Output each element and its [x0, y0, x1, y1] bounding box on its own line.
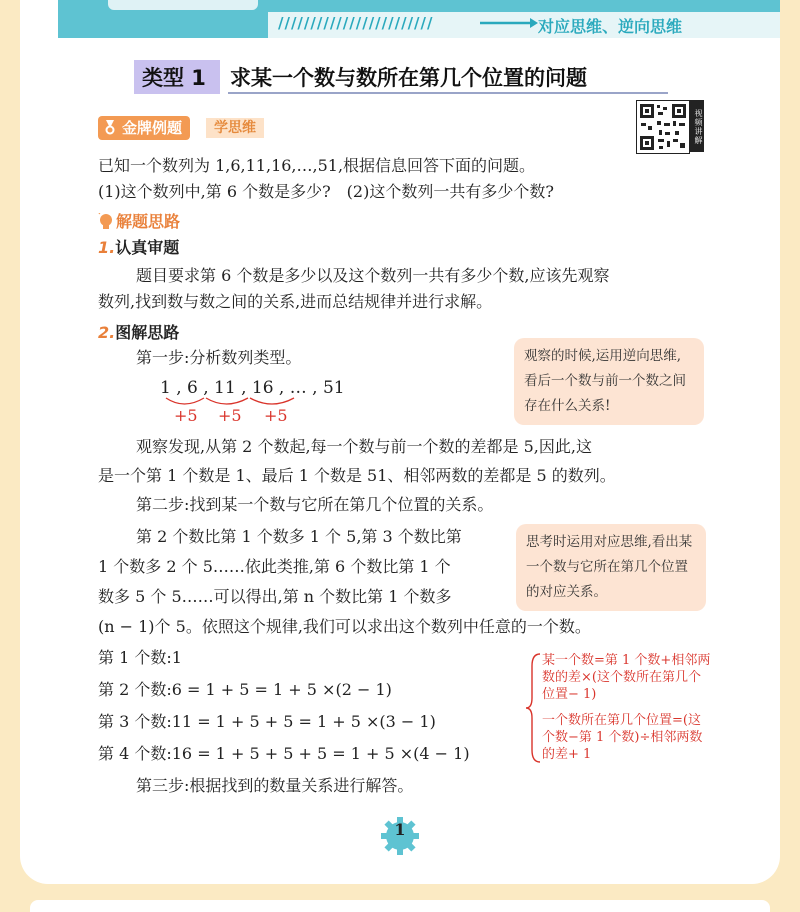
step1-number: 1.	[98, 238, 116, 257]
observation-line-2: 是一个第 1 个数是 1、最后 1 个数是 51、相邻两数的差都是 5 的数列。	[98, 466, 616, 485]
lightbulb-icon	[98, 213, 114, 231]
equation-1: 第 1 个数:1	[98, 648, 182, 667]
section-title: 求某一个数与数所在第几个位置的问题	[230, 66, 587, 90]
equation-4: 第 4 个数:16 = 1 + 5 + 5 + 5 = 1 + 5 ×(4 − 1)	[98, 744, 470, 763]
formula-position: 一个数所在第几个位置=(这个数−第 1 个数)÷相邻两数的差+ 1	[542, 713, 703, 762]
medal-icon	[102, 119, 118, 135]
step-b: 第二步:找到某一个数与它所在第几个位置的关系。	[136, 495, 494, 514]
header-slashes: ////////////////////////	[278, 14, 434, 32]
step1-title: 认真审题	[115, 238, 180, 257]
diff-label-1: +5	[174, 406, 198, 425]
problem-line-1: 已知一个数列为 1,6,11,16,…,51,根据信息回答下面的问题。	[98, 156, 536, 175]
relation-line-2: 1 个数多 2 个 5……依此类推,第 6 个数比第 1 个	[98, 557, 451, 576]
step-c: 第三步:根据找到的数量关系进行解答。	[136, 776, 414, 795]
curly-brace	[524, 652, 544, 764]
step1-header	[98, 237, 179, 259]
next-page-edge	[30, 900, 770, 912]
observation-line-1: 观察发现,从第 2 个数起,每一个数与前一个数的差都是 5,因此,这	[136, 437, 592, 456]
equation-2: 第 2 个数:6 = 1 + 5 = 1 + 5 ×(2 − 1)	[98, 680, 392, 699]
step1-line-2: 数列,找到数与数之间的关系,进而总结规律并进行求解。	[98, 292, 493, 311]
step2-number: 2.	[98, 323, 116, 342]
arrow-right-icon	[480, 18, 538, 28]
example-sub-tag: 学思维	[206, 118, 264, 138]
note-correspondence-thinking: 思考时运用对应思维,看出某一个数与它所在第几个位置的对应关系。	[516, 524, 706, 611]
relation-line-1: 第 2 个数比第 1 个数多 1 个 5,第 3 个数比第	[136, 527, 462, 546]
sequence: 1 , 6 , 11 , 16 , … , 51	[160, 378, 345, 398]
title-underline	[228, 92, 668, 94]
step1-line-1: 题目要求第 6 个数是多少以及这个数列一共有多少个数,应该先观察	[136, 266, 610, 285]
example-tag: 金牌例题	[98, 116, 190, 140]
relation-line-4: (n − 1)个 5。依照这个规律,我们可以求出这个数列中任意的一个数。	[98, 617, 591, 636]
step2-header	[98, 322, 179, 344]
qr-code-icon[interactable]	[636, 100, 690, 154]
diff-label-2: +5	[218, 406, 242, 425]
step-a: 第一步:分析数列类型。	[136, 348, 302, 367]
video-label: 视频讲解	[690, 100, 704, 152]
step2-title: 图解思路	[115, 323, 180, 342]
note-reverse-thinking: 观察的时候,运用逆向思维,看后一个数与前一个数之间存在什么关系!	[514, 338, 704, 425]
page-number: 1	[394, 820, 406, 839]
diff-label-3: +5	[264, 406, 288, 425]
header-tab	[108, 0, 258, 10]
problem-line-2: (1)这个数列中,第 6 个数是多少? (2)这个数列一共有多少个数?	[98, 182, 554, 201]
solution-heading: 解题思路	[116, 212, 181, 231]
equation-3: 第 3 个数:11 = 1 + 5 + 5 = 1 + 5 ×(3 − 1)	[98, 712, 436, 731]
type-label: 类型 1	[142, 66, 206, 90]
header-topic: 对应思维、逆向思维	[538, 17, 683, 36]
formula-value: 某一个数=第 1 个数+相邻两数的差×(这个数所在第几个位置− 1)	[542, 653, 711, 702]
relation-line-3: 数多 5 个 5……可以得出,第 n 个数比第 1 个数多	[98, 587, 452, 606]
